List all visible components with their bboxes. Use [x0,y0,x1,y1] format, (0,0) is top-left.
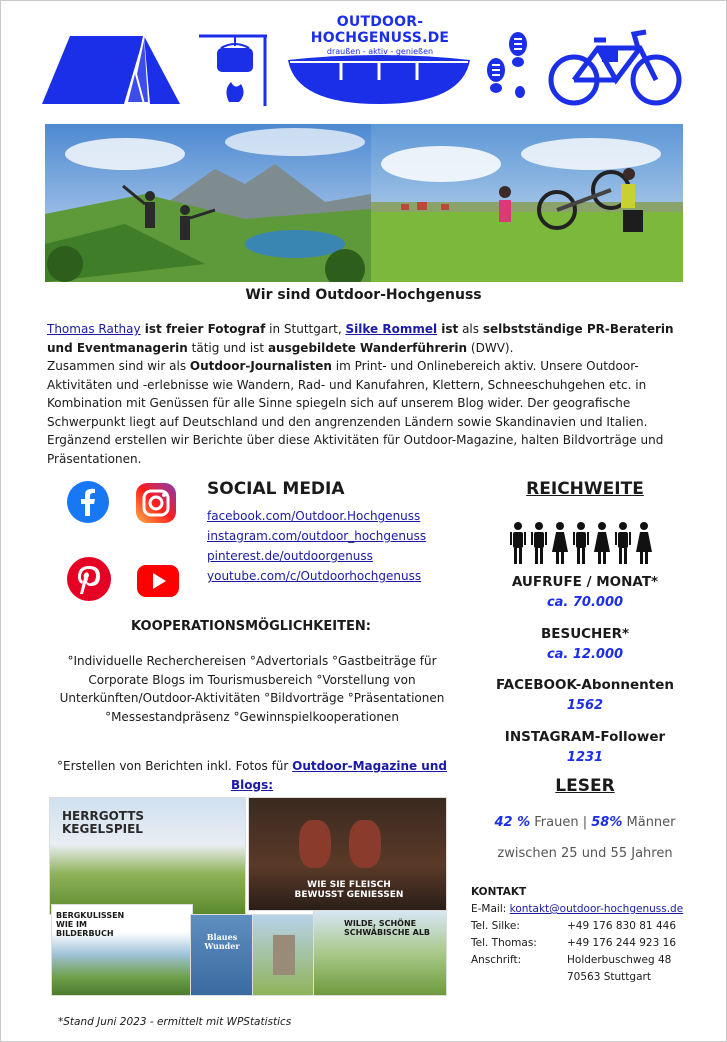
contact-row [471,969,683,986]
stat-label: FACEBOOK-Abonnenten [496,677,674,693]
contact-block [471,884,683,986]
koop-text-2 [52,757,452,794]
contact-value: 70563 Stuttgart [567,971,651,983]
canoe-icon [286,50,472,106]
tent-icon [40,34,182,108]
intro-part: als [458,322,483,336]
magazine-fleisch [248,797,447,911]
intro-part: (DWV). [467,340,514,355]
age-range: zwischen 25 und 55 Jahren [497,846,673,861]
instagram-icon[interactable] [135,482,177,524]
people-icons [508,522,660,566]
intro-part: ist [437,322,459,336]
contact-value: +49 176 830 81 446 [567,920,676,932]
stat-facebook [470,677,700,713]
magazine-bergkulissen [51,904,193,996]
stat-value: 1231 [566,750,604,765]
magazine-burg [252,914,314,996]
intro-part: Zusammen sind wir als [47,359,190,373]
facebook-link[interactable]: facebook.com/Outdoor.Hochgenuss [207,509,421,523]
thomas-rathay-link[interactable]: Thomas Rathay [47,322,141,336]
contact-title: KONTAKT [471,886,527,898]
cycling-photo [371,124,683,282]
contact-row [471,935,683,952]
footprints-icon [482,30,534,102]
brand [280,14,480,56]
intro-part: ist freier Fotograf [140,322,266,336]
stat-instagram [470,729,700,765]
separator: | [578,815,592,830]
intro-part: tätig und ist [187,340,268,355]
contact-key: Tel. Silke: [471,920,520,932]
cooking-pot-icon [195,30,271,108]
facebook-icon[interactable] [66,480,110,524]
intro-part: im Print- und Onlinebereich aktiv. Unsere Outdoor-Aktivitäten und -erlebnisse wie Wandern, Rad- und Kanufahren, Klettern, Schneeschuhgehen etc. in Kombination mit Genüssen für alle Sinne spiegeln sich auf unserem Blog wider. Der geografische Schwerpunkt liegt auf Deutschland und den angrenzenden Ländern sowie Skandinavien und Italien. Ergänzend erstellen wir Berichte über diese Aktivitäten für Outdoor-Magazine, halten Bildvorträge und Präsentationen. [47,359,664,466]
magazine-title: HERRGOTTS KEGELSPIEL [62,809,145,836]
contact-row [471,918,683,935]
magazine-title: Blaues Wunder [204,932,240,951]
intro-part: Outdoor-Journalisten [189,359,332,373]
koop-title: KOOPERATIONSMÖGLICHKEITEN: [131,619,371,634]
contact-value: Holderbuschweg 48 [567,954,672,966]
contact-key: Tel. Thomas: [471,937,537,949]
social-links [207,506,426,586]
youtube-link[interactable]: youtube.com/c/Outdoorhochgenuss [207,569,422,583]
male-pct: 58% [591,815,623,830]
contact-row [471,952,683,969]
stat-label: INSTAGRAM-Follower [504,729,666,745]
magazine-title: WILDE, SCHÖNE SCHWÄBISCHE ALB [344,919,431,937]
gender-split [470,815,700,830]
brand-subtitle: draußen - aktiv - genießen [326,47,434,56]
stat-besucher [470,626,700,662]
koop-text-2a: °Erstellen von Berichten inkl. Fotos für [57,759,293,773]
email-label: E-Mail: [471,903,510,915]
email-link[interactable]: kontakt@outdoor-hochgenuss.de [509,903,684,915]
reach-title: REICHWEITE [526,479,644,499]
stat-value: ca. 70.000 [546,595,624,610]
contact-key [471,969,567,986]
stat-value: 1562 [566,698,604,713]
magazine-title: BERGKULISSEN WIE IM BILDERBUCH [56,911,125,938]
ham-shape [299,820,331,868]
contact-key: Anschrift: [471,954,522,966]
stat-label: AUFRUFE / MONAT* [511,574,659,590]
intro-part: selbstständige PR-Beraterin und Eventmanagerin [47,322,674,355]
youtube-icon[interactable] [136,564,180,598]
intro-part: in Stuttgart, [265,322,346,336]
magazine-link[interactable]: Outdoor-Magazine und Blogs: [230,759,447,792]
female-label: Frauen [530,815,579,830]
magazine-herrgotts [49,797,246,915]
brand-title: OUTDOOR-HOCHGENUSS.DE [310,14,450,46]
silke-rommel-link[interactable]: Silke Rommel [345,322,438,336]
magazine-title: WIE SIE FLEISCH BEWUSST GENIESSEN [294,880,404,900]
page-heading: Wir sind Outdoor-Hochgenuss [245,287,482,303]
intro-text [47,320,677,468]
social-media-title: SOCIAL MEDIA [207,479,345,499]
contact-value: +49 176 244 923 16 [567,937,676,949]
stat-value: ca. 12.000 [546,647,624,662]
ham-shape [349,820,381,868]
pinterest-link[interactable]: pinterest.de/outdoorgenuss [207,549,373,563]
pinterest-icon[interactable] [66,556,112,602]
female-pct: 42 % [494,815,531,830]
intro-part: ausgebildete Wanderführerin [267,340,468,355]
magazine-blaues-wunder [190,914,254,996]
bicycle-icon [548,26,684,108]
stat-label: BESUCHER* [540,626,630,642]
magazine-schwaebische-alb [313,910,447,996]
contact-email-row [471,901,683,918]
koop-text: °Individuelle Recherchereisen °Advertorials °Gastbeiträge für Corporate Blogs im Tourismusbereich °Vorstellung von Unterkünften/Outdoor-Aktivitäten °Bildvorträge °Präsentationen °Messestandpräsenz °Gewinnspielkooperationen [59,654,445,724]
leser-title: LESER [555,776,615,796]
male-label: Männer [622,815,676,830]
stat-aufrufe [470,574,700,610]
hiking-photo [45,124,371,282]
castle-shape [273,935,295,975]
footnote: *Stand Juni 2023 - ermittelt mit WPStatistics [58,1016,292,1028]
instagram-link[interactable]: instagram.com/outdoor_hochgenuss [207,529,427,543]
